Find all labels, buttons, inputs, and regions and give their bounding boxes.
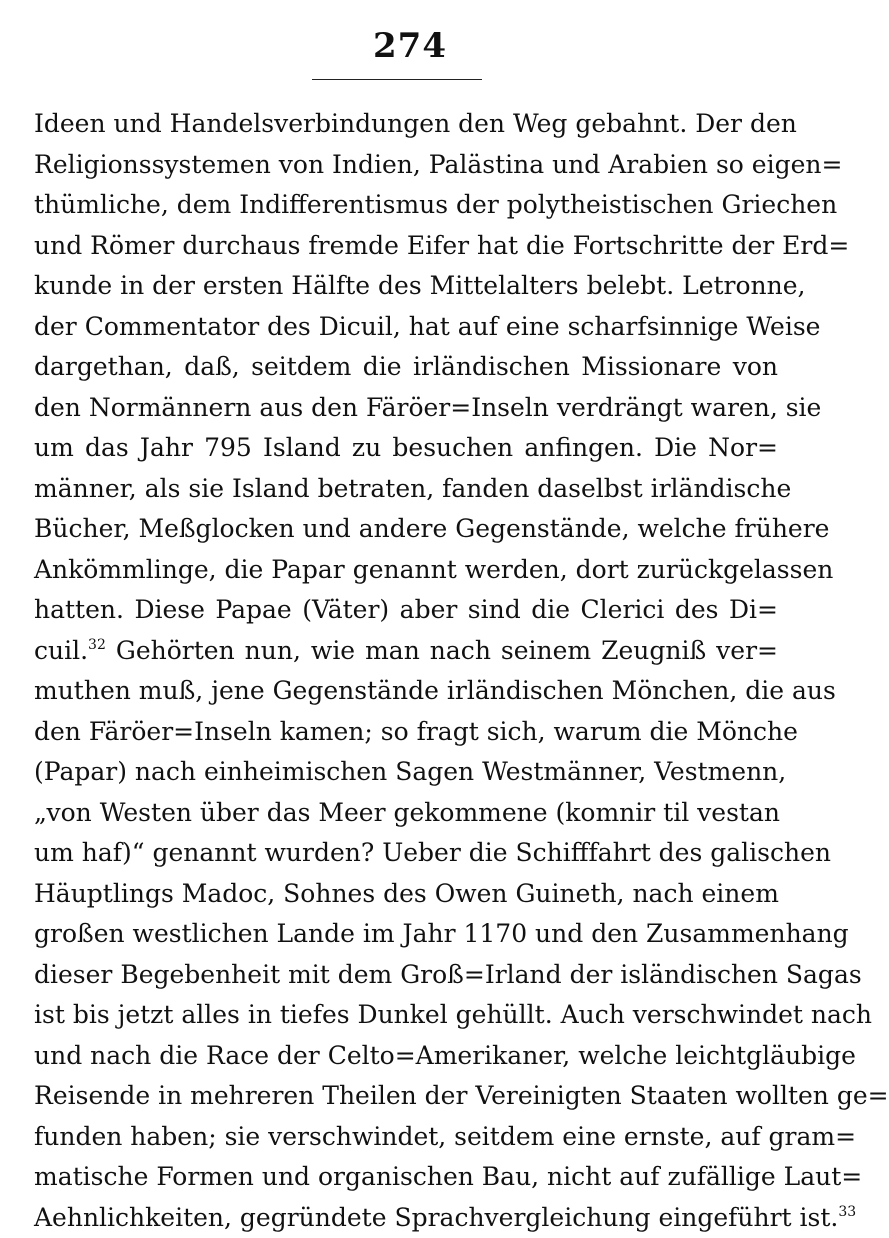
text-line: thümliche, dem Indifferentismus der polytheistischen Griechen [34, 185, 778, 226]
text-line: Reisende in mehreren Theilen der Vereinigten Staaten wollten ge= [34, 1076, 778, 1117]
text-line: dieser Begebenheit mit dem Groß=Irland der isländischen Sagas [34, 955, 778, 996]
text-line: „von Westen über das Meer gekommene (komnir til vestan [34, 793, 778, 834]
text-line: dargethan, daß, seitdem die irländischen Missionare von [34, 347, 778, 388]
text-line: muthen muß, jene Gegenstände irländischen Mönchen, die aus [34, 671, 778, 712]
text-line: Religionssystemen von Indien, Palästina und Arabien so eigen= [34, 145, 778, 186]
text-line: funden haben; sie verschwindet, seitdem eine ernste, auf gram= [34, 1117, 778, 1158]
text-line: kunde in der ersten Hälfte des Mittelalters belebt. Letronne, [34, 266, 778, 307]
text-line: männer, als sie Island betraten, fanden daselbst irländische [34, 469, 778, 510]
text-line: und Römer durchaus fremde Eifer hat die Fortschritte der Erd= [34, 226, 778, 267]
text-line: und nach die Race der Celto=Amerikaner, welche leichtgläubige [34, 1036, 778, 1077]
text-line: ist bis jetzt alles in tiefes Dunkel gehüllt. Auch verschwindet nach [34, 995, 778, 1036]
text-line: cuil.$^{32}$ Gehörten nun, wie man nach seinem Zeugniß ver= [34, 631, 778, 672]
text-line: Häuptlings Madoc, Sohnes des Owen Guineth, nach einem [34, 874, 778, 915]
text-line: Aehnlichkeiten, gegründete Sprachvergleichung eingeführt ist.$^{33}$ [34, 1198, 778, 1238]
text-line: Bücher, Meßglocken und andere Gegenstände, welche frühere [34, 509, 778, 550]
text-line: der Commentator des Dicuil, hat auf eine scharfsinnige Weise [34, 307, 778, 348]
text-line: um das Jahr 795 Island zu besuchen anfingen. Die Nor= [34, 428, 778, 469]
footnote-ref: 33 [838, 1204, 856, 1220]
text-line: Ankömmlinge, die Papar genannt werden, dort zurückgelassen [34, 550, 778, 591]
body-text [34, 104, 778, 1238]
text-line: den Normännern aus den Färöer=Inseln verdrängt waren, sie [34, 388, 778, 429]
header-rule [312, 79, 482, 80]
text-line: den Färöer=Inseln kamen; so fragt sich, warum die Mönche [34, 712, 778, 753]
page-number: 274 [14, 26, 806, 66]
text-line: um haf)“ genannt wurden? Ueber die Schifffahrt des galischen [34, 833, 778, 874]
footnote-ref: 32 [88, 637, 106, 653]
text-line: großen westlichen Lande im Jahr 1170 und den Zusammenhang [34, 914, 778, 955]
text-line: matische Formen und organischen Bau, nicht auf zufällige Laut= [34, 1157, 778, 1198]
text-line: Ideen und Handelsverbindungen den Weg gebahnt. Der den [34, 104, 778, 145]
text-line: hatten. Diese Papae (Väter) aber sind die Clerici des Di= [34, 590, 778, 631]
text-line: (Papar) nach einheimischen Sagen Westmänner, Vestmenn, [34, 752, 778, 793]
